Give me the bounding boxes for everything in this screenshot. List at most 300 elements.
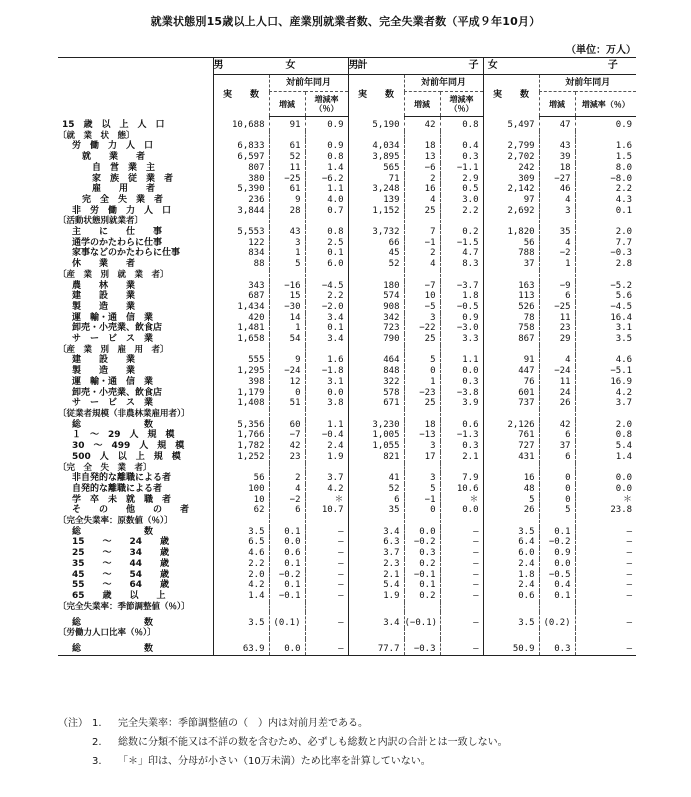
cell-value: 0.8 [305, 152, 348, 163]
cell-value: 555 [213, 355, 269, 366]
cell-value: 3.7 [575, 398, 636, 409]
cell-value: 322 [348, 377, 404, 388]
cell-value: 0 [539, 484, 575, 495]
note-prefix [58, 752, 92, 771]
cell-value: 0.0 [440, 505, 483, 516]
cell-value [213, 131, 269, 142]
cell-value: −4.5 [305, 281, 348, 292]
table-row [58, 238, 636, 249]
row-label: 自 営 業 主 [92, 162, 156, 173]
cell-value [269, 131, 305, 142]
row-label: 雇 用 者 [92, 184, 156, 195]
cell-value: 1,005 [348, 430, 404, 441]
cell-value: 3.1 [305, 377, 348, 388]
note-line [58, 714, 508, 733]
table-row [58, 281, 636, 292]
cell-value: 39 [539, 152, 575, 163]
cell-value: 6 [539, 430, 575, 441]
table-row [58, 398, 636, 409]
cell-value: 0.0 [305, 388, 348, 399]
cell-value: 2,692 [483, 206, 539, 217]
cell-value [213, 602, 269, 613]
cell-value [575, 131, 636, 142]
cell-value: −24 [269, 366, 305, 377]
cell-value: 4.2 [305, 484, 348, 495]
cell-value: 16.9 [575, 377, 636, 388]
cell-value: −13 [404, 430, 440, 441]
cell-value: — [305, 639, 348, 656]
yoy-header: 対前年同月 [269, 75, 348, 92]
cell-value: 122 [213, 238, 269, 249]
cell-value: 1.1 [305, 420, 348, 431]
table-row [58, 537, 636, 548]
table-row [58, 366, 636, 377]
cell-value: — [575, 570, 636, 581]
cell-value [404, 345, 440, 356]
cell-value: 1,179 [213, 388, 269, 399]
cell-value: 2.2 [213, 559, 269, 570]
cell-value: 1 [269, 323, 305, 334]
cell-value [575, 463, 636, 474]
cell-value: 25 [404, 398, 440, 409]
table-row [58, 302, 636, 313]
cell-value: — [575, 527, 636, 538]
section-row [58, 270, 636, 281]
cell-value: 88 [213, 259, 269, 270]
cell-value: — [575, 591, 636, 602]
cell-value: 0.6 [483, 591, 539, 602]
cell-value: 758 [483, 323, 539, 334]
row-label: 総 数 [72, 419, 154, 430]
cell-value: — [440, 639, 483, 656]
cell-value [404, 270, 440, 281]
table-row [58, 141, 636, 152]
cell-value [483, 345, 539, 356]
cell-value: — [575, 639, 636, 656]
cell-value: 3.5 [213, 612, 269, 628]
cell-value: 3.5 [575, 334, 636, 345]
cell-value: 0.3 [440, 441, 483, 452]
cell-value: 2,799 [483, 141, 539, 152]
cell-value [440, 516, 483, 527]
cell-value: 60 [269, 420, 305, 431]
table-row [58, 355, 636, 366]
cell-value: 574 [348, 291, 404, 302]
cell-value [440, 409, 483, 420]
cell-value: 42 [269, 441, 305, 452]
cell-value: 9 [269, 195, 305, 206]
cell-value: ＊ [575, 495, 636, 506]
cell-value: (−0.1) [404, 612, 440, 628]
row-label: 65 歳 以 上 [72, 590, 166, 601]
table-row [58, 152, 636, 163]
cell-value: 24 [539, 388, 575, 399]
cell-value: 52 [348, 259, 404, 270]
row-label: 主 に 仕 事 [72, 227, 163, 238]
cell-value: 16 [483, 473, 539, 484]
cell-value: 28 [269, 206, 305, 217]
cell-value: 8.0 [575, 163, 636, 174]
cell-value: 5,356 [213, 420, 269, 431]
cell-value: 2.4 [305, 441, 348, 452]
cell-value [440, 345, 483, 356]
cell-value: 42 [404, 117, 440, 131]
cell-value: 4 [269, 484, 305, 495]
cell-value: 12 [269, 377, 305, 388]
cell-value: 0.7 [305, 206, 348, 217]
row-label: 運 輸・通 信 業 [72, 312, 154, 323]
section-row [58, 628, 636, 639]
section-row [58, 216, 636, 227]
cell-value: 0.0 [404, 527, 440, 538]
cell-value: ＊ [440, 495, 483, 506]
cell-value: 3.5 [483, 612, 539, 628]
cell-value: 52 [348, 484, 404, 495]
zougen-header: 増減 [539, 92, 575, 117]
cell-value: 5 [269, 259, 305, 270]
cell-value: 2.4 [483, 580, 539, 591]
yoy-header: 対前年同月 [404, 75, 483, 92]
cell-value: −0.5 [440, 302, 483, 313]
group-header-male: 男 子 [348, 58, 483, 75]
cell-value: −7 [269, 430, 305, 441]
cell-value: — [305, 580, 348, 591]
cell-value: 0.8 [575, 430, 636, 441]
cell-value: 5.4 [348, 580, 404, 591]
cell-value: 3.5 [213, 527, 269, 538]
cell-value: 0.8 [305, 227, 348, 238]
cell-value [575, 516, 636, 527]
cell-value: — [440, 548, 483, 559]
cell-value: 5 [539, 505, 575, 516]
cell-value: −0.4 [305, 430, 348, 441]
cell-value [440, 131, 483, 142]
cell-value: 0.2 [404, 559, 440, 570]
cell-value: 163 [483, 281, 539, 292]
cell-value: 56 [483, 238, 539, 249]
cell-value: −30 [269, 302, 305, 313]
cell-value: 0.0 [269, 639, 305, 656]
cell-value: 71 [348, 174, 404, 185]
cell-value: 10 [213, 495, 269, 506]
cell-value [575, 628, 636, 639]
cell-value: 0.1 [539, 527, 575, 538]
cell-value: 790 [348, 334, 404, 345]
cell-value: 0.0 [539, 559, 575, 570]
cell-value: 18 [404, 420, 440, 431]
cell-value: 821 [348, 452, 404, 463]
cell-value: 4 [404, 259, 440, 270]
cell-value: −2.0 [305, 302, 348, 313]
cell-value: 61 [269, 141, 305, 152]
cell-value: −0.3 [404, 639, 440, 656]
cell-value [575, 345, 636, 356]
row-label: 完 全 失 業 者 [82, 194, 164, 205]
cell-value [269, 602, 305, 613]
cell-value: 6 [539, 291, 575, 302]
cell-value: −7 [404, 281, 440, 292]
cell-value: 6 [539, 452, 575, 463]
row-label: 〔完 全 失 業 者〕 [58, 462, 152, 473]
cell-value: 0.1 [269, 527, 305, 538]
cell-value [348, 409, 404, 420]
cell-value [213, 463, 269, 474]
table-row [58, 527, 636, 538]
cell-value: 3 [404, 473, 440, 484]
cell-value: −6 [404, 163, 440, 174]
row-label: 45 〜 54 歳 [72, 569, 170, 580]
cell-value [348, 270, 404, 281]
cell-value: 236 [213, 195, 269, 206]
cell-value: 761 [483, 430, 539, 441]
cell-value [575, 602, 636, 613]
cell-value [539, 628, 575, 639]
section-row [58, 131, 636, 142]
cell-value: 1.9 [305, 452, 348, 463]
cell-value: 1.4 [305, 163, 348, 174]
notes [58, 714, 508, 771]
cell-value: 687 [213, 291, 269, 302]
cell-value: 26 [539, 398, 575, 409]
row-label: 総 数 [58, 639, 213, 656]
cell-value [575, 409, 636, 420]
cell-value: 97 [483, 195, 539, 206]
cell-value: 3.7 [348, 548, 404, 559]
section-row [58, 409, 636, 420]
cell-value: 0.3 [440, 377, 483, 388]
cell-value [213, 516, 269, 527]
cell-value: — [440, 612, 483, 628]
cell-value: 5.6 [575, 291, 636, 302]
cell-value [404, 628, 440, 639]
cell-value: 1,252 [213, 452, 269, 463]
table-row [58, 612, 636, 628]
cell-value: 5 [404, 484, 440, 495]
row-label: 30 〜 499 人 規 模 [72, 441, 185, 452]
cell-value: −3.7 [440, 281, 483, 292]
cell-value [539, 463, 575, 474]
cell-value: 62 [213, 505, 269, 516]
cell-value: 2 [404, 174, 440, 185]
table-row [58, 548, 636, 559]
cell-value: 1 [539, 259, 575, 270]
cell-value: 18 [404, 141, 440, 152]
cell-value: 41 [348, 473, 404, 484]
cell-value: 3 [404, 441, 440, 452]
note-text: 「＊」印は、分母が小さい（10万未満）ため比率を計算していない。 [118, 756, 431, 767]
cell-value: 3,248 [348, 184, 404, 195]
cell-value: 3.7 [305, 473, 348, 484]
cell-value: 0.1 [305, 323, 348, 334]
cell-value: 4.3 [575, 195, 636, 206]
cell-value: 3.3 [440, 334, 483, 345]
cell-value: 23 [539, 323, 575, 334]
cell-value: 9 [269, 355, 305, 366]
row-label: 非 労 働 力 人 口 [72, 205, 172, 216]
cell-value [348, 216, 404, 227]
cell-value: 0.0 [575, 473, 636, 484]
cell-value: 6 [348, 495, 404, 506]
cell-value: 0.9 [539, 548, 575, 559]
cell-value: 0 [404, 366, 440, 377]
cell-value: 2 [404, 248, 440, 259]
cell-value [269, 628, 305, 639]
cell-value: 0.0 [269, 537, 305, 548]
cell-value: 3.4 [305, 313, 348, 324]
cell-value: 3.9 [440, 398, 483, 409]
cell-value: 18 [539, 163, 575, 174]
cell-value: 0.5 [440, 184, 483, 195]
table-row [58, 313, 636, 324]
table-row [58, 174, 636, 185]
cell-value: −25 [539, 302, 575, 313]
page-title: 就業状態別15歳以上人口、産業別就業者数、完全失業者数（平成９年10月） [150, 15, 541, 28]
cell-value: 17 [404, 452, 440, 463]
cell-value: 4.7 [440, 248, 483, 259]
cell-value: 0.1 [404, 580, 440, 591]
cell-value: 0.9 [575, 117, 636, 131]
cell-value: 0.2 [440, 227, 483, 238]
row-label: 〔労働力人口比率（％）〕 [58, 628, 156, 639]
cell-value: — [440, 580, 483, 591]
cell-value: 2.0 [575, 420, 636, 431]
cell-value: — [305, 527, 348, 538]
cell-value: 25 [404, 334, 440, 345]
cell-value: — [305, 591, 348, 602]
cell-value: — [305, 612, 348, 628]
jissu-header: 実 数 [213, 75, 269, 117]
note-text: 完全失業率：季節調整値の（ ）内は対前月差である。 [118, 718, 368, 729]
rate-header: 増減率（％） [305, 92, 348, 117]
cell-value: 29 [539, 334, 575, 345]
cell-value: 6.0 [305, 259, 348, 270]
cell-value: 4.2 [575, 388, 636, 399]
note-num: 1. [92, 718, 102, 729]
cell-value: 54 [269, 334, 305, 345]
cell-value: 3,844 [213, 206, 269, 217]
rate-header: 増減率（％） [575, 92, 636, 117]
cell-value: 3.0 [440, 195, 483, 206]
cell-value: 10 [404, 291, 440, 302]
row-label: 家事などのかたわらに仕事 [72, 248, 181, 259]
cell-value: 10.6 [440, 484, 483, 495]
cell-value: 7.7 [575, 238, 636, 249]
row-label: 25 〜 34 歳 [72, 548, 170, 559]
cell-value: 5,497 [483, 117, 539, 131]
cell-value: 3 [269, 238, 305, 249]
cell-value: 10,688 [213, 117, 269, 131]
row-label: 〔産 業 別 就 業 者〕 [58, 269, 169, 280]
cell-value: 0.0 [440, 366, 483, 377]
cell-value: 77.7 [348, 639, 404, 656]
cell-value [269, 270, 305, 281]
cell-value: 5 [404, 355, 440, 366]
row-label: 総 数 [72, 617, 154, 628]
cell-value: 5,553 [213, 227, 269, 238]
cell-value: 0.0 [575, 484, 636, 495]
cell-value: 4.2 [213, 580, 269, 591]
cell-value: 15 [269, 291, 305, 302]
cell-value [213, 409, 269, 420]
cell-value: −24 [539, 366, 575, 377]
cell-value [539, 409, 575, 420]
row-label: 〔産 業 別 雇 用 者〕 [58, 344, 169, 355]
table-row [58, 639, 636, 656]
cell-value: 13 [404, 152, 440, 163]
cell-value [483, 516, 539, 527]
cell-value: 2.8 [575, 259, 636, 270]
cell-value: 4 [539, 355, 575, 366]
cell-value: 1,152 [348, 206, 404, 217]
table-row [58, 195, 636, 206]
table-row [58, 473, 636, 484]
cell-value: −1.8 [305, 366, 348, 377]
cell-value [539, 345, 575, 356]
cell-value [483, 270, 539, 281]
cell-value: 3.4 [305, 334, 348, 345]
cell-value: 0.4 [440, 141, 483, 152]
cell-value: −1.1 [440, 163, 483, 174]
cell-value: 2.2 [440, 206, 483, 217]
zougen-header: 増減 [404, 92, 440, 117]
cell-value: −27 [539, 174, 575, 185]
cell-value: — [305, 548, 348, 559]
cell-value: 1.5 [575, 152, 636, 163]
cell-value: 1.4 [575, 452, 636, 463]
cell-value: 5,190 [348, 117, 404, 131]
cell-value: 1 [404, 377, 440, 388]
cell-value: 3.5 [483, 527, 539, 538]
table-row [58, 505, 636, 516]
cell-value: 66 [348, 238, 404, 249]
cell-value: −1.5 [440, 238, 483, 249]
cell-value: −1 [404, 238, 440, 249]
cell-value: 2.2 [575, 184, 636, 195]
cell-value: 16 [404, 184, 440, 195]
cell-value [575, 216, 636, 227]
cell-value: (0.2) [539, 612, 575, 628]
cell-value: 16.4 [575, 313, 636, 324]
row-label: 農 林 業 [72, 280, 136, 291]
cell-value: 342 [348, 313, 404, 324]
section-row [58, 463, 636, 474]
cell-value [440, 216, 483, 227]
cell-value: 601 [483, 388, 539, 399]
cell-value: 1,408 [213, 398, 269, 409]
row-label: 建 設 業 [72, 355, 136, 366]
cell-value [305, 409, 348, 420]
table-row [58, 323, 636, 334]
unit-label: （単位：万人） [566, 45, 636, 56]
cell-value: 565 [348, 163, 404, 174]
cell-value: 1.9 [348, 591, 404, 602]
cell-value: 2.1 [440, 452, 483, 463]
cell-value: 35 [539, 227, 575, 238]
note-prefix: （注） [58, 718, 88, 729]
cell-value: 0.3 [539, 639, 575, 656]
cell-value: 11 [269, 163, 305, 174]
cell-value: 723 [348, 323, 404, 334]
cell-value: 4.6 [213, 548, 269, 559]
table-row [58, 495, 636, 506]
cell-value [348, 345, 404, 356]
cell-value [348, 628, 404, 639]
section-row [58, 516, 636, 527]
cell-value: −16 [269, 281, 305, 292]
cell-value [404, 216, 440, 227]
cell-value: — [575, 580, 636, 591]
table-row [58, 184, 636, 195]
